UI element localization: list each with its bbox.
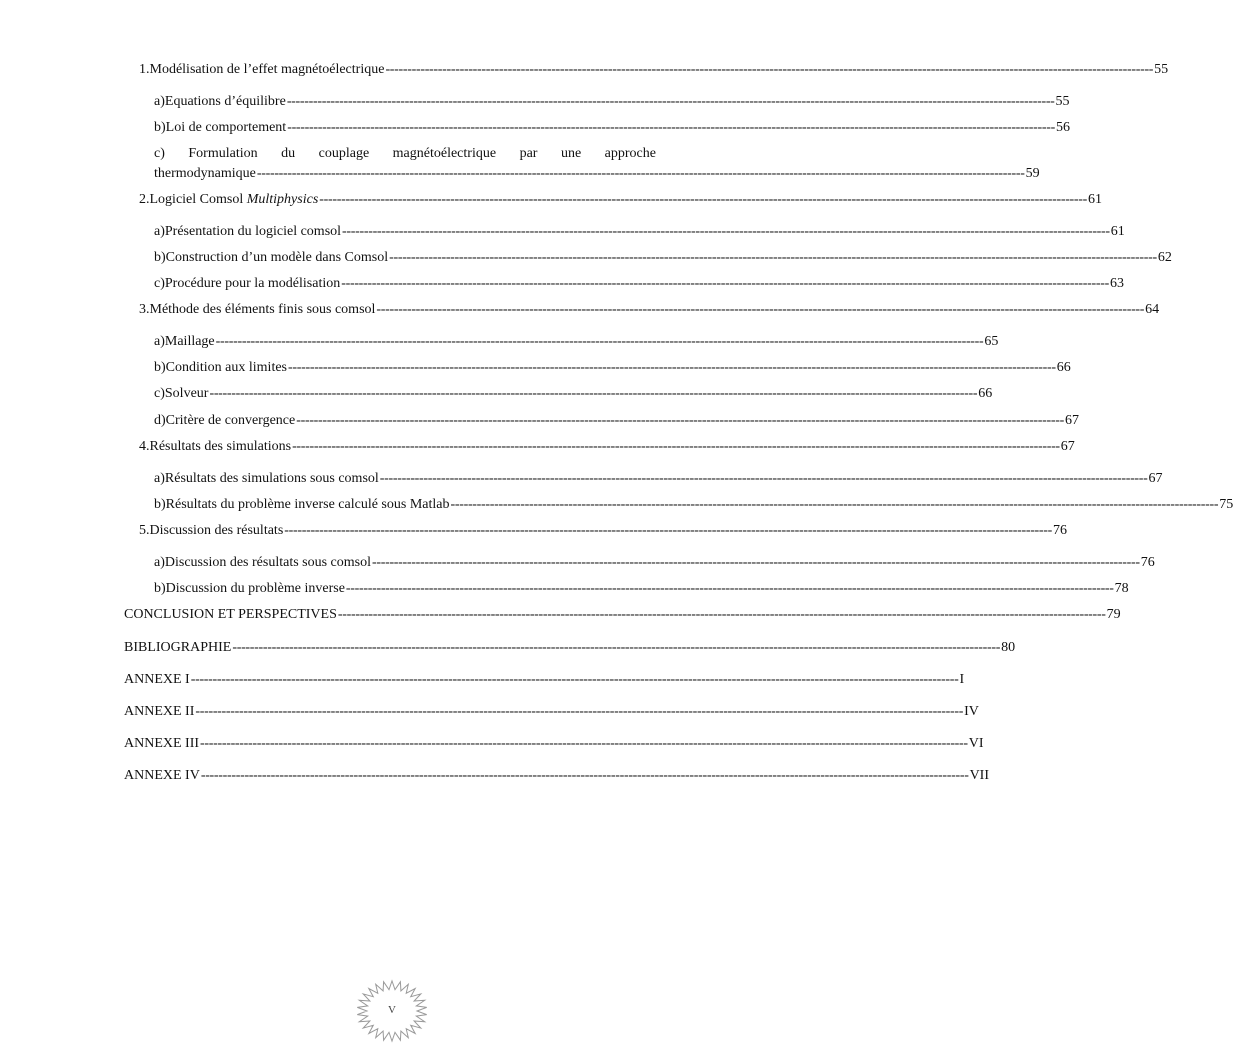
toc-number: a) xyxy=(154,555,165,570)
toc-number: a) xyxy=(154,94,165,109)
toc-page: 79 xyxy=(1106,607,1121,622)
toc-entry-annexe-1[interactable] xyxy=(124,671,965,689)
toc-number: b) xyxy=(154,497,166,512)
toc-page: 75 xyxy=(1219,497,1233,512)
toc-title: Présentation du logiciel comsol xyxy=(164,224,342,239)
toc-entry-annexe-3[interactable] xyxy=(124,735,984,753)
toc-page: 78 xyxy=(1114,581,1129,596)
toc-word: du xyxy=(281,146,296,161)
leader-dots: -------------------------------------------------------------------------------------------------------------------------------------------------------------------------------- xyxy=(385,62,1154,77)
leader-dots: -------------------------------------------------------------------------------------------------------------------------------------------------------------------------------- xyxy=(319,192,1087,207)
toc-number: 1. xyxy=(139,62,150,77)
toc-page: 62 xyxy=(1157,250,1172,265)
toc-number: 4. xyxy=(139,439,150,454)
toc-entry-section-3a[interactable] xyxy=(154,333,999,351)
leader-dots: -------------------------------------------------------------------------------------------------------------------------------------------------------------------------------- xyxy=(372,555,1140,570)
page-number-badge xyxy=(355,980,429,1042)
toc-page: 59 xyxy=(1025,166,1040,181)
leader-dots: -------------------------------------------------------------------------------------------------------------------------------------------------------------------------------- xyxy=(376,302,1145,317)
toc-number: c) xyxy=(154,386,165,401)
toc-entry-section-5[interactable] xyxy=(139,522,1067,540)
leader-dots: -------------------------------------------------------------------------------------------------------------------------------------------------------------------------------- xyxy=(296,413,1064,428)
toc-number: 2. xyxy=(139,192,150,207)
toc-page: 76 xyxy=(1053,523,1067,538)
toc-entry-section-3c[interactable] xyxy=(154,385,993,403)
leader-dots: -------------------------------------------------------------------------------------------------------------------------------------------------------------------------------- xyxy=(292,439,1060,454)
toc-number: b) xyxy=(154,581,166,596)
leader-dots: -------------------------------------------------------------------------------------------------------------------------------------------------------------------------------- xyxy=(232,640,1001,655)
toc-page: 61 xyxy=(1110,224,1125,239)
toc-number: c) xyxy=(154,276,165,291)
leader-dots: -------------------------------------------------------------------------------------------------------------------------------------------------------------------------------- xyxy=(288,360,1056,375)
toc-entry-section-2[interactable] xyxy=(139,191,1102,209)
leader-dots: -------------------------------------------------------------------------------------------------------------------------------------------------------------------------------- xyxy=(341,276,1109,291)
leader-dots: -------------------------------------------------------------------------------------------------------------------------------------------------------------------------------- xyxy=(215,334,984,349)
toc-page: 67 xyxy=(1064,413,1079,428)
toc-entry-section-5b[interactable] xyxy=(154,580,1129,598)
toc-page: 76 xyxy=(1140,555,1155,570)
leader-dots: -------------------------------------------------------------------------------------------------------------------------------------------------------------------------------- xyxy=(209,386,978,401)
toc-title: Maillage xyxy=(164,334,215,349)
toc-title: Résultats des simulations sous comsol xyxy=(164,471,379,486)
toc-word: magnétoélectrique xyxy=(392,146,497,161)
toc-title: ANNEXE IV xyxy=(124,768,200,783)
leader-dots: -------------------------------------------------------------------------------------------------------------------------------------------------------------------------------- xyxy=(389,250,1157,265)
toc-title: Condition aux limites xyxy=(165,360,288,375)
toc-number: b) xyxy=(154,120,166,135)
page-number: V xyxy=(388,1004,396,1016)
toc-entry-section-1c[interactable] xyxy=(154,144,1040,184)
toc-entry-section-1b[interactable] xyxy=(154,119,1070,137)
leader-dots: -------------------------------------------------------------------------------------------------------------------------------------------------------------------------------- xyxy=(450,497,1219,512)
toc-entry-section-4b[interactable] xyxy=(154,496,1233,514)
toc-title: Modélisation de l’effet magnétoélectrique xyxy=(149,62,385,77)
toc-page: I xyxy=(959,672,965,687)
toc-entry-section-1a[interactable] xyxy=(154,93,1070,111)
toc-page: 56 xyxy=(1055,120,1070,135)
toc-title: Procédure pour la modélisation xyxy=(164,276,341,291)
toc-page: 66 xyxy=(1056,360,1071,375)
toc-title-text: Logiciel Comsol xyxy=(149,192,247,207)
toc-title: Equations d’équilibre xyxy=(164,94,286,109)
toc-page: 66 xyxy=(978,386,993,401)
leader-dots: -------------------------------------------------------------------------------------------------------------------------------------------------------------------------------- xyxy=(287,120,1055,135)
toc-number: d) xyxy=(154,413,166,428)
leader-dots: -------------------------------------------------------------------------------------------------------------------------------------------------------------------------------- xyxy=(200,736,968,751)
toc-word: Formulation xyxy=(188,146,258,161)
leader-dots: -------------------------------------------------------------------------------------------------------------------------------------------------------------------------------- xyxy=(190,672,959,687)
toc-title: Critère de convergence xyxy=(165,413,296,428)
leader-dots: -------------------------------------------------------------------------------------------------------------------------------------------------------------------------------- xyxy=(284,523,1052,538)
toc-entry-section-5a[interactable] xyxy=(154,554,1155,572)
toc-number: b) xyxy=(154,250,166,265)
toc-entry-section-4a[interactable] xyxy=(154,470,1163,488)
toc-page: VII xyxy=(969,768,989,783)
toc-number: c) xyxy=(154,146,165,161)
toc-number: b) xyxy=(154,360,166,375)
toc-word: approche xyxy=(604,146,656,161)
toc-page: VI xyxy=(968,736,984,751)
toc-title: ANNEXE II xyxy=(124,704,195,719)
toc-page: 55 xyxy=(1154,62,1169,77)
toc-page: IV xyxy=(964,704,979,719)
toc-title-italic: Multiphysics xyxy=(246,192,319,207)
toc-entry-section-3d[interactable] xyxy=(154,412,1079,430)
toc-title-continuation: thermodynamique xyxy=(154,166,256,181)
toc-page: 65 xyxy=(984,334,999,349)
toc-entry-section-3[interactable] xyxy=(139,301,1160,319)
toc-page: 63 xyxy=(1109,276,1124,291)
toc-number: a) xyxy=(154,334,165,349)
toc-title xyxy=(150,191,319,209)
toc-title: Résultats du problème inverse calculé sous Matlab xyxy=(165,497,450,512)
leader-dots: -------------------------------------------------------------------------------------------------------------------------------------------------------------------------------- xyxy=(342,224,1110,239)
toc-page: 55 xyxy=(1055,94,1070,109)
leader-dots: -------------------------------------------------------------------------------------------------------------------------------------------------------------------------------- xyxy=(200,768,969,783)
toc-title: Méthode des éléments finis sous comsol xyxy=(149,302,376,317)
toc-entry-annexe-2[interactable] xyxy=(124,703,979,721)
toc-title: Loi de comportement xyxy=(165,120,287,135)
toc-entry-section-2b[interactable] xyxy=(154,249,1172,267)
toc-title: Solveur xyxy=(164,386,209,401)
toc-title: Construction d’un modèle dans Comsol xyxy=(165,250,389,265)
leader-dots: -------------------------------------------------------------------------------------------------------------------------------------------------------------------------------- xyxy=(195,704,964,719)
toc-title: CONCLUSION ET PERSPECTIVES xyxy=(124,607,337,622)
toc-page: 67 xyxy=(1148,471,1163,486)
toc-title: BIBLIOGRAPHIE xyxy=(124,640,232,655)
toc-title: Discussion des résultats xyxy=(149,523,284,538)
toc-title: ANNEXE III xyxy=(124,736,200,751)
toc-title: Discussion du problème inverse xyxy=(165,581,345,596)
toc-number: 5. xyxy=(139,523,150,538)
toc-title-line-1 xyxy=(154,144,656,164)
toc-entry-section-3b[interactable] xyxy=(154,359,1071,377)
toc-word: couplage xyxy=(318,146,370,161)
toc-word: une xyxy=(560,146,582,161)
toc-title: ANNEXE I xyxy=(124,672,190,687)
toc-entry-section-2a[interactable] xyxy=(154,223,1125,241)
toc-number: a) xyxy=(154,224,165,239)
toc-title-line-2 xyxy=(154,164,1040,184)
toc-entry-annexe-4[interactable] xyxy=(124,767,989,785)
toc-number: 3. xyxy=(139,302,150,317)
toc-page: 80 xyxy=(1001,640,1016,655)
toc-entry-section-4[interactable] xyxy=(139,438,1075,456)
toc-entry-section-2c[interactable] xyxy=(154,275,1124,293)
leader-dots: -------------------------------------------------------------------------------------------------------------------------------------------------------------------------------- xyxy=(337,607,1106,622)
toc-page: 61 xyxy=(1088,192,1102,207)
toc-title: Discussion des résultats sous comsol xyxy=(164,555,371,570)
toc-page: 64 xyxy=(1145,302,1160,317)
toc-entry-bibliographie[interactable] xyxy=(124,639,1016,657)
leader-dots: -------------------------------------------------------------------------------------------------------------------------------------------------------------------------------- xyxy=(345,581,1114,596)
toc-word: par xyxy=(519,146,538,161)
leader-dots: -------------------------------------------------------------------------------------------------------------------------------------------------------------------------------- xyxy=(256,166,1025,181)
toc-entry-section-1[interactable] xyxy=(139,61,1169,79)
leader-dots: -------------------------------------------------------------------------------------------------------------------------------------------------------------------------------- xyxy=(286,94,1055,109)
toc-title: Résultats des simulations xyxy=(149,439,292,454)
leader-dots: -------------------------------------------------------------------------------------------------------------------------------------------------------------------------------- xyxy=(379,471,1148,486)
toc-entry-conclusion[interactable] xyxy=(124,606,1121,624)
toc-page: 67 xyxy=(1060,439,1075,454)
toc-number: a) xyxy=(154,471,165,486)
